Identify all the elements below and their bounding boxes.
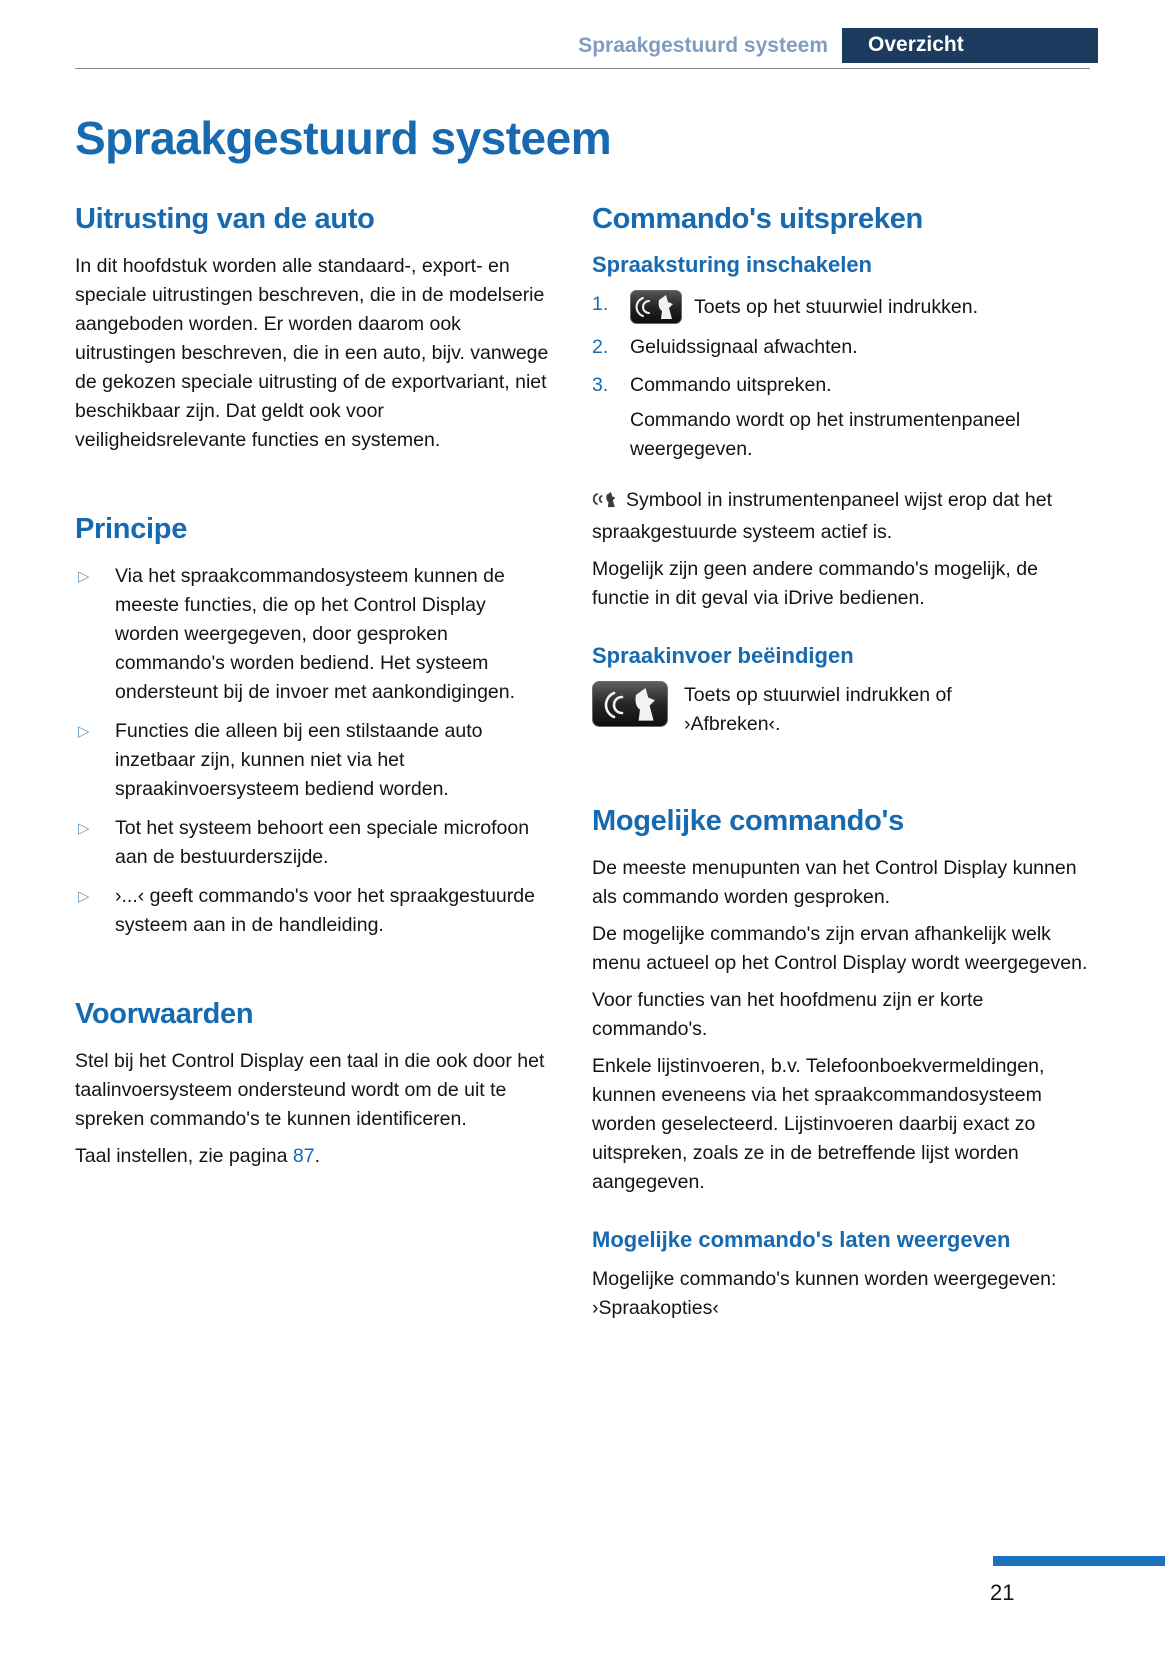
step-number: 3. bbox=[592, 374, 609, 396]
page-title: Spraakgestuurd systeem bbox=[75, 112, 612, 164]
step-item bbox=[592, 333, 1090, 362]
section-tab-bar bbox=[993, 1556, 1165, 1566]
list-item-text: Tot het systeem behoort een speciale microfoon aan de bestuurderszijde. bbox=[115, 817, 530, 868]
language-reference-period: . bbox=[314, 1145, 321, 1167]
subsection-heading-inschakelen: Spraaksturing inschakelen bbox=[592, 252, 872, 277]
section-voorwaarden bbox=[75, 998, 555, 1171]
two-column-layout bbox=[75, 203, 1090, 1381]
step-body bbox=[630, 333, 1090, 362]
right-column bbox=[592, 203, 1090, 1381]
section-heading-uitrusting: Uitrusting van de auto bbox=[75, 203, 375, 235]
section-mogelijke-commandos bbox=[592, 805, 1090, 1323]
section-heading-principe: Principe bbox=[75, 513, 188, 545]
section-heading-voorwaarden: Voorwaarden bbox=[75, 998, 254, 1030]
step-item bbox=[592, 371, 1090, 472]
step-text: Toets op het stuurwiel indrukken. bbox=[694, 295, 978, 318]
left-column bbox=[75, 203, 555, 1229]
page-number: 21 bbox=[990, 1580, 1015, 1605]
triangle-bullet-icon: ▷ bbox=[78, 723, 90, 740]
triangle-bullet-icon: ▷ bbox=[78, 820, 90, 837]
list-item-text: ›...‹ geeft commando's voor het spraakgestuurde systeem aan in de handleiding. bbox=[115, 885, 535, 936]
list-item-text: Functies die alleen bij een stilstaande auto inzetbaar zijn, kunnen niet via het spraakinvoersysteem bediend worden. bbox=[115, 720, 483, 800]
page-header bbox=[75, 0, 1090, 63]
page-87-link[interactable]: 87 bbox=[292, 1145, 315, 1167]
step-sub-text: Commando wordt op het instrumentenpaneel weergegeven. bbox=[630, 409, 1021, 460]
mogelijke-paragraph: De meeste menupunten van het Control Display kunnen als commando worden gesproken. bbox=[592, 857, 1077, 908]
subsection-laten-weergeven bbox=[592, 1227, 1090, 1323]
subsection-spraaksturing-inschakelen bbox=[592, 252, 1090, 472]
section-heading-mogelijke: Mogelijke commando's bbox=[592, 805, 904, 837]
step-number: 2. bbox=[592, 336, 609, 358]
section-commandos-uitspreken bbox=[592, 203, 1090, 747]
voice-symbol-icon bbox=[592, 489, 619, 518]
language-reference-line bbox=[75, 1142, 555, 1171]
idrive-note: Mogelijk zijn geen andere commando's mogelijk, de functie in dit geval via iDrive bedienen. bbox=[592, 558, 1038, 609]
list-item bbox=[75, 814, 555, 872]
header-section-tab: Overzicht bbox=[842, 28, 1098, 63]
step-text: Commando uitspreken. bbox=[630, 374, 832, 396]
section-uitrusting bbox=[75, 203, 555, 455]
mogelijke-paragraph: Voor functies van het hoofdmenu zijn er korte commando's. bbox=[592, 989, 984, 1040]
step-body bbox=[630, 290, 1090, 324]
list-item-text: Via het spraakcommandosysteem kunnen de meeste functies, die op het Control Display worden weergegeven, door gesproken commando's worden bediend. Het systeem ondersteunt bij de invoer met aankondigingen. bbox=[115, 565, 516, 703]
list-item bbox=[75, 717, 555, 804]
subsection-heading-beeindigen: Spraakinvoer beëindigen bbox=[592, 643, 854, 668]
section-heading-uitspreken: Commando's uitspreken bbox=[592, 203, 923, 235]
symbol-note bbox=[592, 486, 1090, 547]
subsection-spraakinvoer-beeindigen bbox=[592, 643, 1090, 747]
triangle-bullet-icon: ▷ bbox=[78, 888, 90, 905]
list-item bbox=[75, 562, 555, 707]
step-body bbox=[630, 371, 1090, 472]
voice-control-button-icon bbox=[630, 290, 682, 324]
beeindigen-text: Toets op stuurwiel indrukken of ›Afbreken‹. bbox=[684, 684, 952, 735]
laten-weergeven-paragraph: Mogelijke commando's kunnen worden weergegeven: ›Spraakopties‹ bbox=[592, 1268, 1057, 1319]
step-text: Geluidssignaal afwachten. bbox=[630, 336, 858, 358]
language-reference-text: Taal instellen, zie pagina bbox=[75, 1145, 293, 1167]
header-chapter: Spraakgestuurd systeem bbox=[578, 33, 828, 57]
section-principe bbox=[75, 513, 555, 940]
symbol-note-text: Symbool in instrumentenpaneel wijst erop dat het spraakgestuurde systeem actief is. bbox=[592, 489, 1052, 543]
list-item bbox=[75, 882, 555, 940]
voorwaarden-paragraph: Stel bij het Control Display een taal in die ook door het taalinvoersysteem ondersteund wordt om de uit te spreken commando's te kunnen identificeren. bbox=[75, 1050, 545, 1130]
mogelijke-paragraph: De mogelijke commando's zijn ervan afhankelijk welk menu actueel op het Control Display wordt weergegeven. bbox=[592, 923, 1088, 974]
step-item bbox=[592, 290, 1090, 324]
mogelijke-paragraph: Enkele lijstinvoeren, b.v. Telefoonboekvermeldingen, kunnen eveneens via het spraakcommandosysteem worden geselecteerd. Lijstinvoeren daarbij exact zo uitspreken, zoals ze in de betreffende lijst worden aangegeven. bbox=[592, 1055, 1045, 1193]
step-number: 1. bbox=[592, 293, 609, 315]
subsection-heading-laten-weergeven: Mogelijke commando's laten weergeven bbox=[592, 1227, 1011, 1252]
triangle-bullet-icon: ▷ bbox=[78, 568, 90, 585]
header-rule bbox=[75, 68, 1090, 69]
uitrusting-paragraph: In dit hoofdstuk worden alle standaard-, export- en speciale uitrustingen beschreven, die in de modelserie aangeboden worden. Er worden daarom ook uitrustingen beschreven, die in een auto, bijv. vanwege de gekozen speciale uitrusting of de exportvariant, niet beschikbaar zijn. Dat geldt ook voor veiligheidsrelevante functies en systemen. bbox=[75, 255, 549, 451]
voice-control-button-large-icon bbox=[592, 681, 668, 727]
